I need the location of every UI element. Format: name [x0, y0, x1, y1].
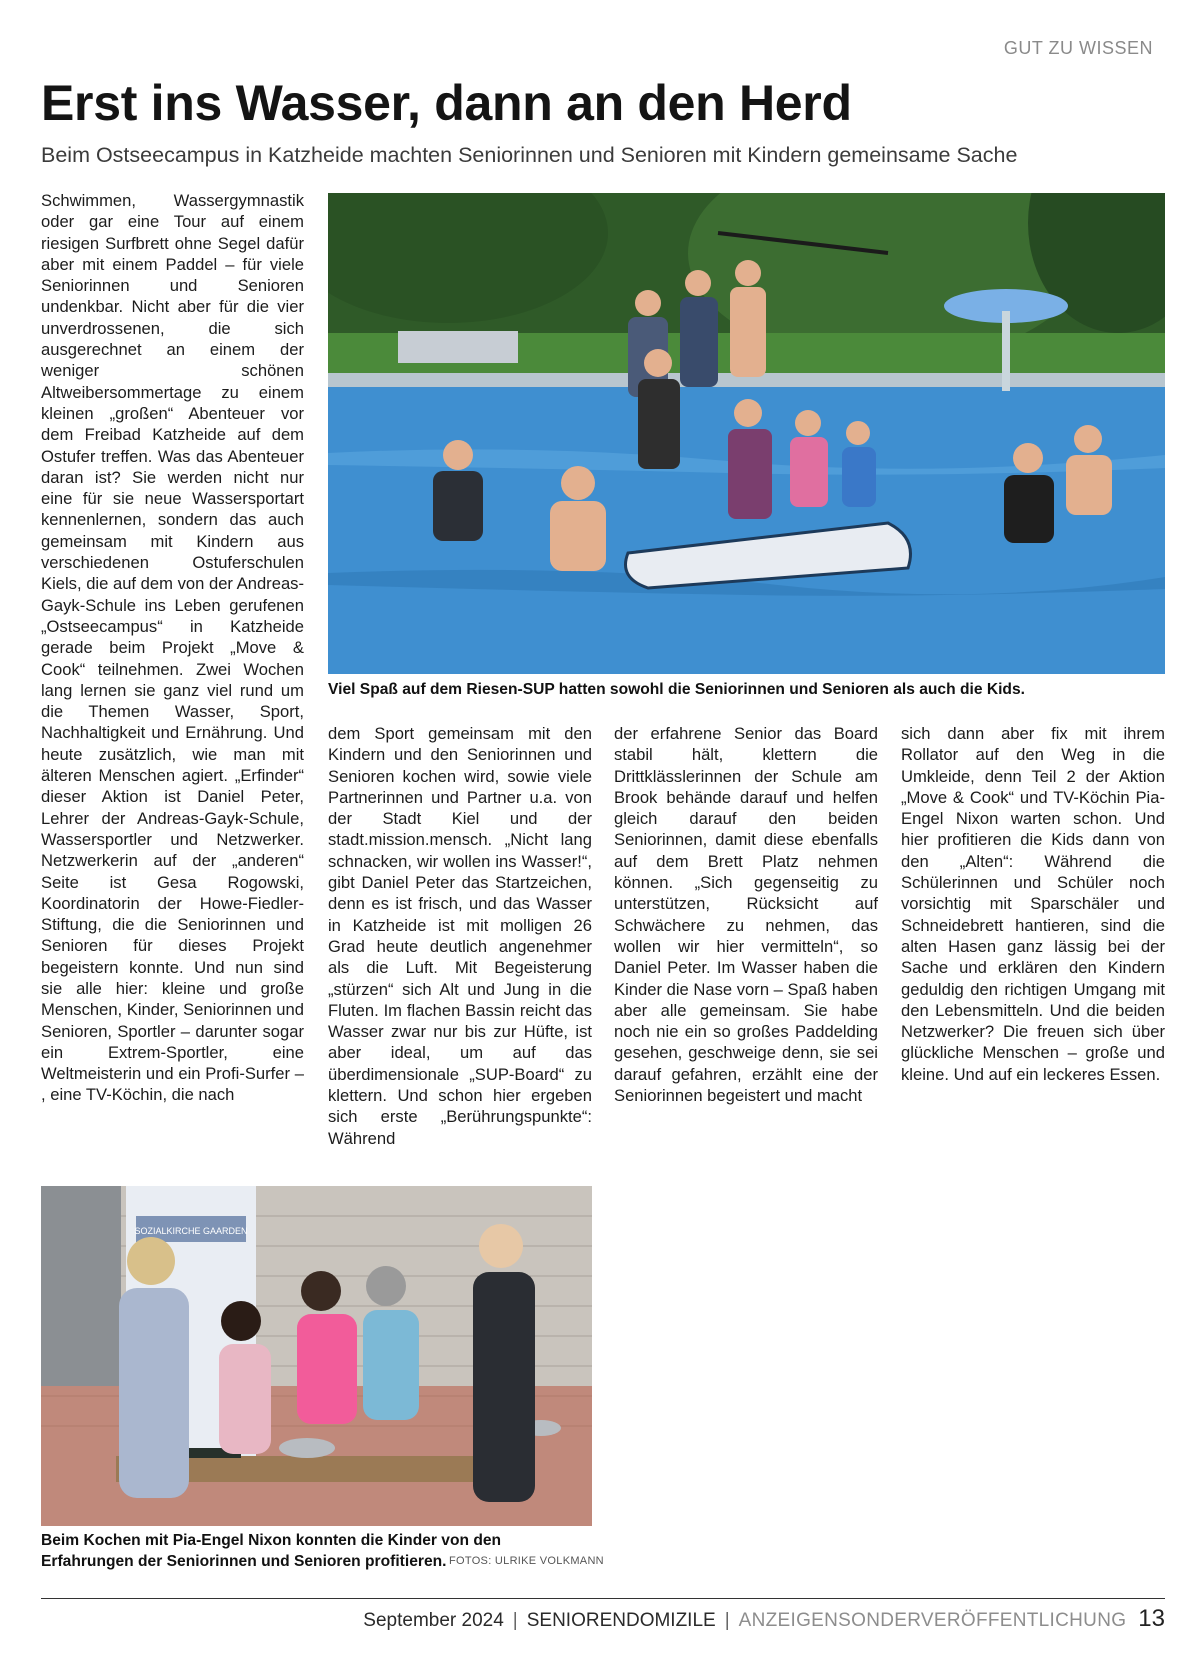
cooking-photo-caption: Beim Kochen mit Pia-Engel Nixon konnten die Kinder von den Erfahrungen der Seniorinnen und Senioren profitieren. — [41, 1532, 502, 1570]
metal-bowl — [279, 1438, 335, 1458]
window-grate — [41, 1186, 121, 1386]
pool-photo-illustration — [328, 193, 1165, 674]
footer-separator: | — [724, 1610, 730, 1631]
article-headline: Erst ins Wasser, dann an den Herd — [41, 75, 852, 131]
footer-divider — [41, 1598, 1165, 1599]
photo-credit: FOTOS: ULRIKE VOLKMANN — [449, 1555, 604, 1567]
page-footer — [363, 1605, 1165, 1633]
footer-magazine: SENIORENDOMIZILE — [526, 1610, 716, 1631]
article-column-4 — [901, 723, 1165, 1085]
banner-text: SOZIALKIRCHE GAARDEN — [134, 1226, 248, 1236]
cooking-photo-illustration — [41, 1186, 592, 1526]
column-text: Schwimmen, Wassergymnastik oder gar eine Tour auf einem riesigen Surfbrett ohne Segel dafür aber mit einem Paddel – für viele Seniorinnen und Senioren undenkbar. Nicht aber für die vier unverdrossenen, die sich ausgerechnet an einem der weniger schönen Altweibersommertage zu einem kleinen „großen“ Abenteuer vor dem Freibad Katzheide auf dem Ostufer treffen. Was das Abenteuer daran ist? Sie werden nicht nur eine für sie neue Wassersportart kennenlernen, sondern das auch gemeinsam mit Kindern aus verschiedenen Ostuferschulen Kiels, die auf dem von der Andreas-Gayk-Schule ins Leben gerufenen „Ostseecampus“ in Katzheide gerade beim Projekt „Move & Cook“ teilnehmen. Zwei Wochen lang lernen sie ganz viel rund um die Themen Wasser, Sport, Nachhaltigkeit und Ernährung. Und heute zusätzlich, wie man mit älteren Menschen agiert. „Erfinder“ dieser Aktion ist Daniel Peter, Lehrer der Andreas-Gayk-Schule, Wassersportler und Netzwerker. Netzwerkerin auf der „anderen“ Seite ist Gesa Rogowski, Koordinatorin der Howe-Fiedler-Stiftung, die die Seniorinnen und Senioren für dieses Projekt begeistern konnte. Und nun sind sie alle hier: kleine und große Menschen, Kinder, Seniorinnen und Senioren, Sportler – darunter sogar ein Extrem-Sportler, eine Weltmeisterin und ein Profi-Surfer – , eine TV-Köchin, die nach — [41, 191, 304, 1105]
article-column-1 — [41, 190, 304, 1106]
parasol-pole — [1002, 311, 1010, 391]
article-column-3 — [614, 723, 878, 1106]
footer-ad-label: ANZEIGENSONDERVERÖFFENTLICHUNG — [738, 1610, 1127, 1631]
article-subline: Beim Ostseecampus in Katzheide machten Seniorinnen und Senioren mit Kindern gemeinsame Sache — [41, 143, 1018, 167]
footer-separator: | — [512, 1610, 518, 1631]
pool-photo-caption: Viel Spaß auf dem Riesen-SUP hatten sowohl die Seniorinnen und Senioren als auch die Kids. — [328, 681, 1025, 698]
column-text: dem Sport gemeinsam mit den Kindern und den Seniorinnen und Senioren kochen wird, sowie viele Partnerinnen und Partner u.a. von der Stadt Kiel und der stadt.mission.mensch. „Nicht lang schnacken, wir wollen ins Wasser!“, gibt Daniel Peter das Startzeichen, denn es ist frisch, und das Wasser in Katzheide ist mit molligen 26 Grad heute deutlich angenehmer als die Luft. Mit Begeisterung „stürzen“ sich Alt und Jung in die Fluten. Im flachen Bassin reicht das Wasser zwar nur bis zur Hüfte, ist aber ideal, um auf das überdimensionale „SUP-Board“ zu klettern. Und schon hier ergeben sich erste „Berührungspunkte“: Während — [328, 724, 592, 1148]
page-number: 13 — [1138, 1605, 1165, 1632]
column-text: der erfahrene Senior das Board stabil hält, klettern die Drittklässlerinnen der Schule am Brook behände darauf und helfen gleich darauf den beiden Seniorinnen, damit diese ebenfalls auf dem Brett Platz nehmen können. „Sich gegenseitig zu unterstützen, Rücksicht auf Schwächere zu nehmen, das wollen wir hier vermitteln“, so Daniel Peter. Im Wasser haben die Kinder die Nase vorn – Spaß haben aber alle gemeinsam. Sie habe noch nie ein so großes Paddelding gesehen, geschweige denn, sie sei darauf gefahren, erzählt eine der Seniorinnen begeistert und macht — [614, 724, 878, 1106]
article-column-2 — [328, 723, 592, 1149]
fence — [398, 331, 518, 363]
cooking-photo — [41, 1186, 592, 1526]
pool-photo — [328, 193, 1165, 674]
column-text: sich dann aber fix mit ihrem Rollator auf den Weg in die Umkleide, denn Teil 2 der Aktion „Move & Cook“ und TV-Köchin Pia-Engel Nixon warten schon. Und hier profitieren die Kids dann von den „Alten“: Während die Schülerinnen und Schüler noch vorsichtig mit Sparschäler und Schneidebrett hantieren, sind die alten Hasen ganz lässig bei der Sache und erklären den Kindern geduldig den richtigen Umgang mit den Lebensmitteln. Und die beiden Netzwerker? Die freuen sich über glückliche Menschen – große und kleine. Und auf ein leckeres Essen. — [901, 724, 1165, 1084]
footer-date: September 2024 — [363, 1610, 504, 1631]
section-tag: GUT ZU WISSEN — [1003, 38, 1153, 58]
